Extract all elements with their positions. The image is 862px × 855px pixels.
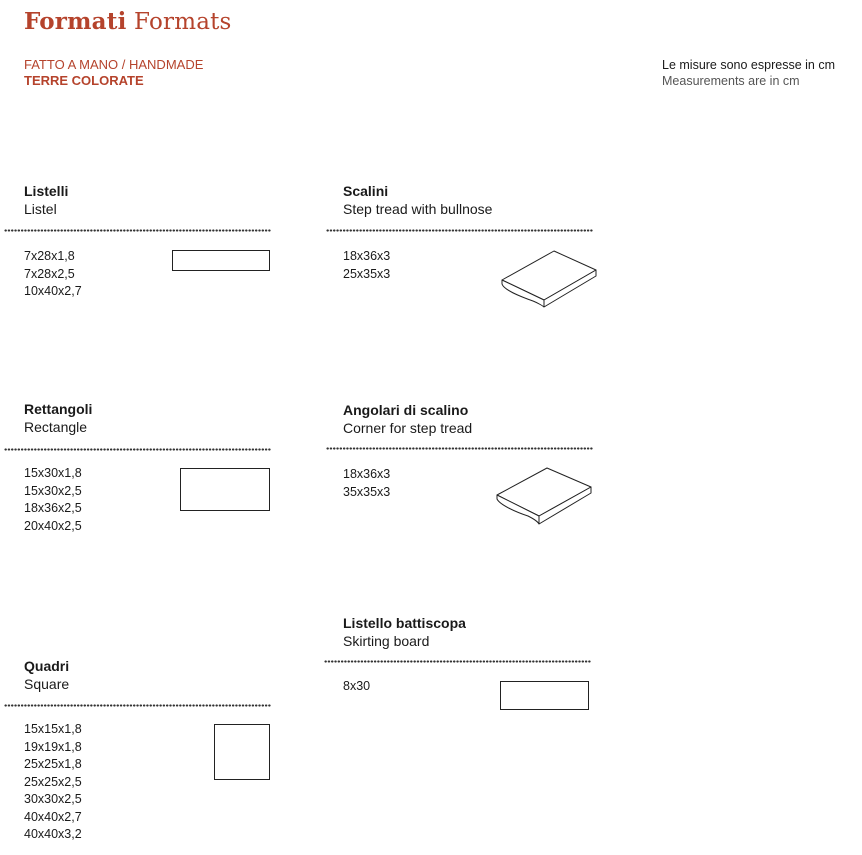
section-title-it: Rettangoli	[24, 401, 93, 417]
step-tread-icon	[499, 246, 599, 310]
page-title-it: Formati	[24, 8, 127, 35]
size-item: 25x25x2,5	[24, 774, 82, 789]
dotted-divider	[4, 448, 271, 451]
section-title-it: Quadri	[24, 658, 70, 674]
dotted-divider	[4, 229, 271, 232]
listel-shape-icon	[172, 250, 270, 271]
section-title-en: Rectangle	[24, 419, 88, 435]
section-title-it: Listello battiscopa	[343, 615, 466, 631]
section-title-it: Scalini	[343, 183, 389, 199]
rectangle-shape-icon	[180, 468, 270, 511]
size-item: 30x30x2,5	[24, 792, 82, 806]
size-item: 19x19x1,8	[24, 739, 82, 754]
size-item: 7x28x1,8	[24, 249, 75, 263]
size-item: 8x30	[343, 679, 371, 693]
dotted-divider	[326, 229, 593, 232]
skirting-board-shape-icon	[500, 681, 589, 710]
size-item: 15x30x2,5	[24, 483, 82, 498]
size-item: 18x36x3	[343, 249, 391, 263]
size-item: 35x35x3	[343, 484, 391, 499]
section-title-it: Angolari di scalino	[343, 402, 469, 418]
measurement-note-it: Le misure sono espresse in cm	[662, 58, 835, 72]
size-item: 10x40x2,7	[24, 284, 82, 298]
size-item: 25x25x1,8	[24, 757, 82, 771]
size-list	[24, 248, 82, 301]
size-item: 7x28x2,5	[24, 266, 75, 281]
section-angolari	[343, 401, 593, 531]
size-list	[343, 678, 370, 696]
section-title-it: Listelli	[24, 183, 69, 199]
square-shape-icon	[214, 724, 270, 780]
section-title-en: Step tread with bullnose	[343, 201, 493, 217]
page-title	[24, 8, 232, 35]
size-item: 15x15x1,8	[24, 722, 82, 736]
measurement-note-en: Measurements are in cm	[662, 74, 800, 88]
section-title-en: Listel	[24, 201, 57, 217]
section-listelli	[24, 182, 271, 302]
size-list	[24, 465, 82, 535]
dotted-divider	[326, 447, 593, 450]
size-item: 15x30x1,8	[24, 466, 82, 480]
size-item: 18x36x3	[343, 467, 391, 481]
size-item: 18x36x2,5	[24, 501, 82, 515]
dotted-divider	[324, 660, 591, 663]
dotted-divider	[4, 704, 271, 707]
size-list	[343, 466, 390, 501]
section-title-en: Skirting board	[343, 633, 430, 649]
section-battiscopa	[343, 614, 593, 714]
corner-step-tread-icon	[494, 465, 594, 529]
section-quadri	[24, 657, 271, 852]
size-item: 40x40x3,2	[24, 827, 82, 841]
section-title-en: Square	[24, 676, 70, 692]
subtitle-handmade: FATTO A MANO / HANDMADE	[24, 57, 204, 72]
section-scalini	[343, 182, 593, 312]
section-title-en: Corner for step tread	[343, 420, 473, 436]
subtitle-collection: TERRE COLORATE	[24, 73, 144, 88]
size-item: 20x40x2,5	[24, 518, 82, 533]
page-title-en: Formats	[134, 9, 232, 35]
size-list	[24, 721, 82, 844]
size-item: 40x40x2,7	[24, 809, 82, 824]
size-item: 25x35x3	[343, 266, 391, 281]
size-list	[343, 248, 390, 283]
section-rettangoli	[24, 400, 271, 540]
